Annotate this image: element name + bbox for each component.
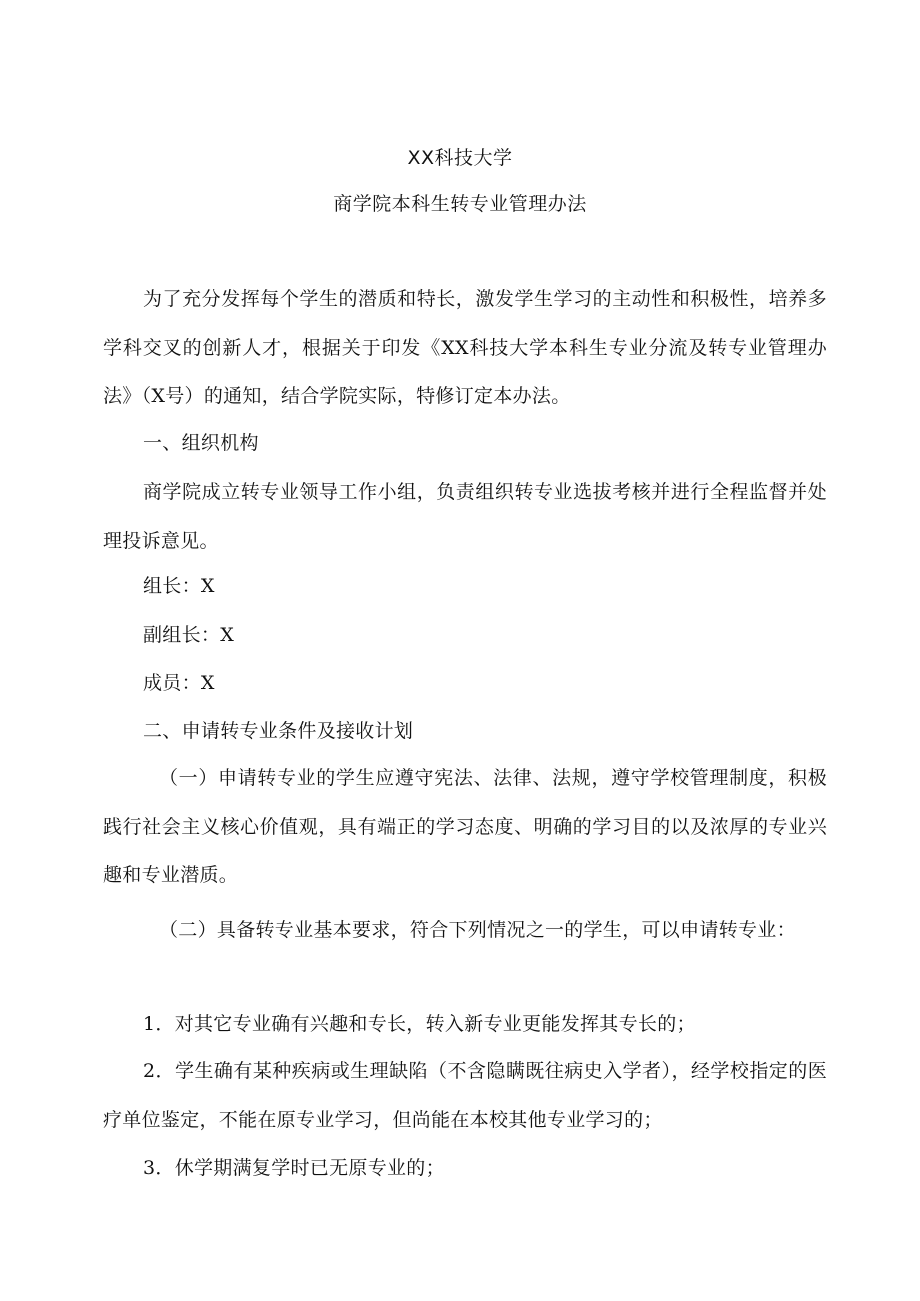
section-1-text: 商学院成立转专业领导工作小组，负责组织转专业选拔考核并进行全程监督并处理投诉意见。: [103, 481, 827, 552]
intro-paragraph: 为了充分发挥每个学生的潜质和特长，激发学生学习的主动性和积极性，培养多学科交叉的创新人才，根据关于印发《XX科技大学本科生专业分流及转专业管理办法》（X号）的通知，结合学院实际，特修订定本办法。: [103, 288, 827, 407]
item-3: 3．休学期满复学时已无原专业的；: [143, 1157, 445, 1179]
section-1-heading: 一、组织机构: [143, 432, 259, 454]
members-line: 成员：X: [143, 672, 215, 694]
clause-1-paragraph: （一）申请转专业的学生应遵守宪法、法律、法规，遵守学校管理制度，积极践行社会主义核心价值观，具有端正的学习态度、明确的学习目的以及浓厚的专业兴趣和专业潜质。: [103, 767, 827, 886]
clause-2-paragraph: （二）具备转专业基本要求，符合下列情况之一的学生，可以申请转专业：: [159, 919, 796, 941]
leader-line: 组长：X: [143, 575, 215, 597]
deputy-leader-line: 副组长：X: [143, 624, 235, 646]
item-1: 1．对其它专业确有兴趣和专长，转入新专业更能发挥其专长的；: [143, 1013, 696, 1035]
document-title: 商学院本科生转专业管理办法: [333, 193, 587, 215]
item-2: 2．学生确有某种疾病或生理缺陷（不含隐瞒既往病史入学者），经学校指定的医疗单位鉴定，不能在原专业学习，但尚能在本校其他专业学习的；: [103, 1060, 827, 1131]
university-name: XX科技大学: [407, 147, 513, 169]
section-2-heading: 二、申请转专业条件及接收计划: [143, 720, 414, 742]
